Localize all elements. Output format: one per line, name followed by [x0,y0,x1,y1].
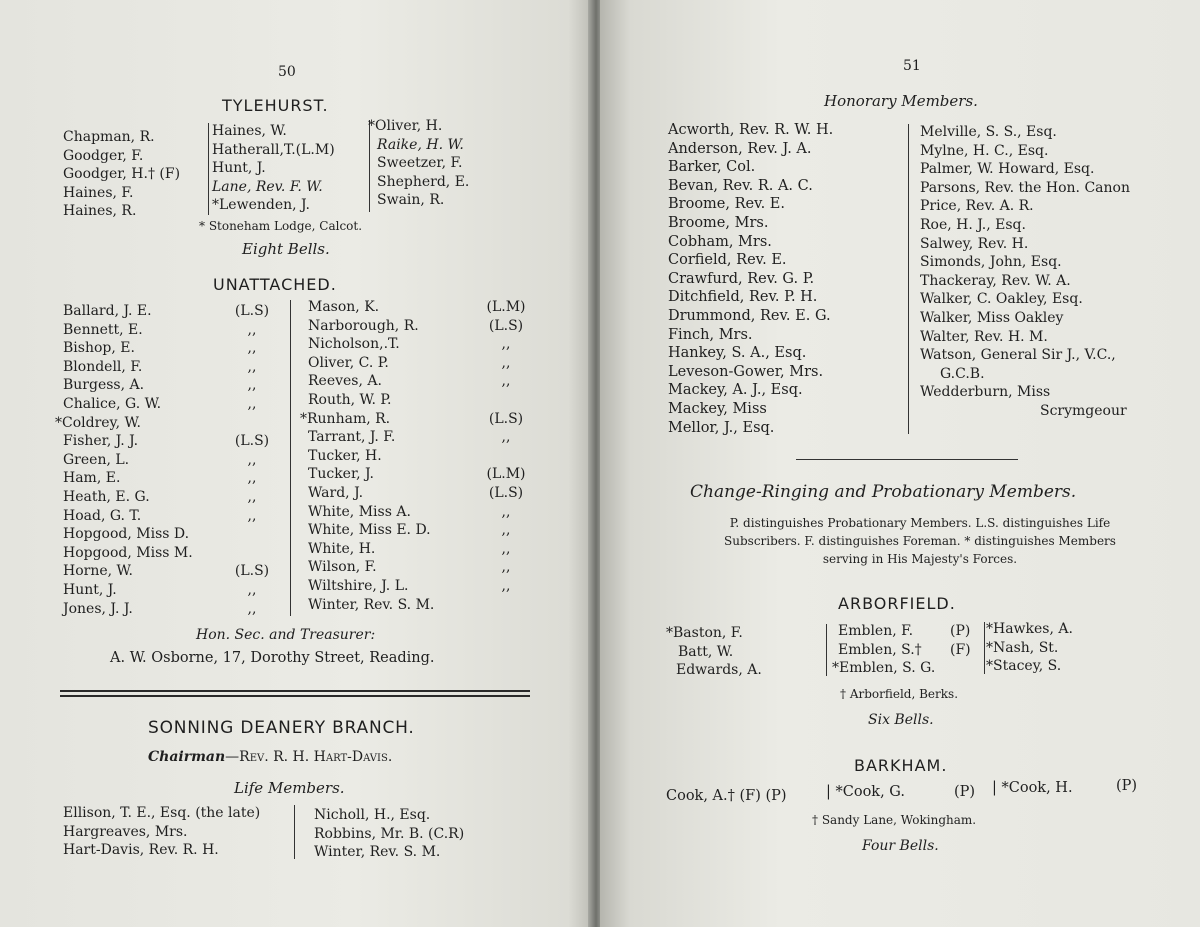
status-mark: (L.M) [486,299,526,315]
arborfield-col2-marks [950,622,971,659]
member-name: Hankey, S. A., Esq. [668,345,807,362]
tylehurst-col1 [63,128,180,221]
member-name: Ward, J. [308,484,364,501]
legend-line: serving in His Majesty's Forces. [822,552,1018,566]
member-name: Hatherall,T.(L.M) [212,141,335,158]
member-name: Roe, H. J., Esq. [920,216,1026,233]
legend-line: Subscribers. F. distinguishes Foreman. * distinguishes Members [724,534,1116,548]
member-name: *Hawkes, A. [986,621,1073,637]
status-mark: ,, [501,373,511,390]
legend-paragraph [640,514,1200,568]
member-name: Hunt, J. [63,581,117,598]
member-name: Winter, Rev. S. M. [308,596,435,613]
status-mark: (L.M) [486,466,526,483]
member-name: Mason, K. [308,299,380,315]
footnote: † Arborfield, Berks. [840,687,959,701]
member-name: Hopgood, Miss M. [63,544,193,561]
member-name: Acworth, Rev. R. W. H. [668,122,834,138]
member-name: Heath, E. G. [63,488,150,505]
member-name: Ditchfield, Rev. P. H. [668,289,818,306]
unattached-heading: UNATTACHED. [213,275,337,294]
right-page [600,0,1200,927]
column-divider [826,624,827,676]
status-mark: ,, [247,395,257,412]
legend-line: P. distinguishes Probationary Members. L.S. distinguishes Life [729,516,1111,530]
honorary-col2 [920,123,1130,421]
member-name: Green, L. [63,451,130,468]
barkham-entry: | *Cook, H. [992,780,1073,796]
member-name: Mackey, A. J., Esq. [668,382,803,399]
member-name: Oliver, C. P. [308,354,389,371]
member-name: Horne, W. [63,563,133,580]
member-name: Wedderburn, Miss [920,384,1051,401]
left-page [0,0,592,927]
status-mark: ,, [501,559,511,576]
member-name: Raike, H. W. [377,136,464,153]
member-name: Haines, R. [63,203,137,220]
member-name: Narborough, R. [308,317,419,334]
secretary-address: A. W. Osborne, 17, Dorothy Street, Reading. [110,650,435,666]
unattached-col2-names [300,298,435,614]
member-name: Simonds, John, Esq. [920,254,1062,271]
status-mark: ,, [501,503,511,520]
status-mark: ,, [501,429,511,446]
status-mark [228,544,276,563]
member-name: Blondell, F. [63,358,143,375]
member-name: *Coldrey, W. [55,414,141,431]
bells-note: Eight Bells. [242,240,330,258]
chairman-name: —Rev. R. H. Hart-Davis. [225,749,393,765]
member-name: *Nash, St. [986,639,1059,656]
status-mark: (F) [950,641,971,658]
sonning-heading: SONNING DEANERY BRANCH. [148,718,415,738]
member-name: Fisher, J. J. [63,433,139,450]
status-mark [478,596,534,615]
column-divider [984,622,985,674]
footnote: † Sandy Lane, Wokingham. [812,813,977,827]
barkham-heading: BARKHAM. [854,756,948,775]
member-name: Lane, Rev. F. W. [212,178,323,195]
member-name: Goodger, H.† (F) [63,166,181,183]
status-mark: ,, [247,488,257,505]
arborfield-col1 [666,624,762,680]
change-ringing-heading: Change-Ringing and Probationary Members. [690,482,1077,502]
member-name: Wilson, F. [308,559,377,576]
member-name: Broome, Mrs. [668,214,769,231]
chairman-label: Chairman [148,749,226,765]
member-name: Walter, Rev. H. M. [920,328,1048,345]
member-name: Swain, R. [377,192,445,209]
status-mark: (L.S) [234,303,270,319]
status-mark [478,391,534,410]
status-mark: ,, [501,540,511,557]
status-mark: ,, [501,354,511,371]
bells-note: Four Bells. [862,838,939,854]
status-mark: ,, [247,507,257,524]
member-name: Drummond, Rev. E. G. [668,307,831,324]
member-name: Routh, W. P. [308,391,392,408]
double-rule [60,690,530,692]
status-mark: (L.S) [488,484,524,501]
member-name: Burgess, A. [63,377,145,394]
honorary-heading: Honorary Members. [824,92,978,110]
life-members-col2 [314,806,464,862]
double-rule [60,695,530,697]
member-name: Winter, Rev. S. M. [314,844,441,861]
status-mark: ,, [247,340,257,357]
member-name: White, Miss E. D. [308,522,431,539]
status-mark: (L.S) [488,410,524,427]
member-name: Haines, F. [63,184,134,201]
member-name: Corfield, Rev. E. [668,252,787,269]
arborfield-heading: ARBORFIELD. [838,594,956,613]
tylehurst-col2 [212,122,335,215]
member-name: Chalice, G. W. [63,395,162,412]
member-name: Ellison, T. E., Esq. (the late) [63,805,261,821]
member-name: Goodger, F. [63,147,144,164]
life-members-col1 [63,804,260,860]
section-rule [796,459,1018,460]
member-name: Sweetzer, F. [377,155,463,172]
column-divider [294,805,295,859]
member-name: Anderson, Rev. J. A. [668,140,812,157]
status-mark: ,, [247,451,257,468]
bells-note: Six Bells. [868,712,934,728]
life-members-heading: Life Members. [234,779,345,797]
member-name: White, Miss A. [308,503,411,520]
member-name: Wiltshire, J. L. [308,577,409,594]
arborfield-col2 [832,622,936,678]
footnote: * Stoneham Lodge, Calcot. [199,219,363,233]
status-mark: (L.S) [488,317,524,334]
member-name: *Cook, H. [1001,780,1073,796]
unattached-col2-marks [478,298,534,614]
member-name: Robbins, Mr. B. (C.R) [314,825,465,842]
member-name: *Emblen, S. G. [832,660,936,677]
status-mark: ,, [247,358,257,375]
member-name: Bevan, Rev. R. A. C. [668,177,813,194]
member-name: Finch, Mrs. [668,326,753,343]
status-mark: ,, [247,321,257,338]
status-mark: ,, [247,600,257,617]
member-name: Edwards, A. [676,662,762,679]
member-name: Walker, C. Oakley, Esq. [920,291,1083,308]
member-name: Leveson-Gower, Mrs. [668,363,824,380]
unattached-col1-marks [228,302,276,618]
member-name: Watson, General Sir J., V.C., [920,347,1116,364]
arborfield-col3 [986,620,1073,676]
member-name: Ham, E. [63,470,121,487]
status-mark: (L.S) [234,433,270,450]
member-name: *Oliver, H. [368,118,443,134]
member-name: Nicholson,.T. [308,336,400,353]
barkham-entry: Cook, A.† (F) (P) [666,788,787,804]
status-mark: (P) [1116,778,1138,794]
member-name: Palmer, W. Howard, Esq. [920,161,1095,178]
member-name: Melville, S. S., Esq. [920,124,1057,140]
member-name: *Baston, F. [666,625,743,641]
member-name: Cobham, Mrs. [668,233,772,250]
column-divider [908,124,909,434]
member-name: Mellor, J., Esq. [668,419,775,436]
member-name: Hunt, J. [212,160,266,177]
member-name: Bennett, E. [63,321,143,338]
member-name: Reeves, A. [308,373,382,390]
member-name: G.C.B. [940,365,985,382]
barkham-entry: | *Cook, G. [826,784,905,800]
member-name: Parsons, Rev. the Hon. Canon [920,179,1130,196]
tylehurst-heading: TYLEHURST. [222,96,329,115]
member-name: Tarrant, J. F. [308,429,396,446]
status-mark: (L.S) [234,563,270,580]
member-name: Haines, W. [212,123,287,139]
status-mark: ,, [501,577,511,594]
member-name: Bishop, E. [63,340,135,357]
member-name: Crawfurd, Rev. G. P. [668,270,815,287]
member-name: *Runham, R. [300,410,391,427]
member-name: Hopgood, Miss D. [63,526,190,543]
member-name: Broome, Rev. E. [668,196,785,213]
status-mark: ,, [247,581,257,598]
member-name: Walker, Miss Oakley [920,309,1064,326]
secretary-label: Hon. Sec. and Treasurer: [196,627,376,643]
status-mark: ,, [501,522,511,539]
status-mark: (P) [954,784,976,800]
member-name: Ballard, J. E. [63,303,152,319]
member-name: Tucker, H. [308,447,382,464]
status-mark [228,525,276,544]
honorary-col1 [668,121,833,437]
column-divider [290,300,291,616]
member-name: Tucker, J. [308,466,374,483]
tylehurst-col3 [368,117,469,210]
member-name: Barker, Col. [668,159,756,176]
status-mark: ,, [247,470,257,487]
member-name: Shepherd, E. [377,173,470,190]
member-name: White, H. [308,540,376,557]
member-name: Hart-Davis, Rev. R. H. [63,842,219,859]
member-name: Mylne, H. C., Esq. [920,142,1049,159]
member-name: Hargreaves, Mrs. [63,823,188,840]
member-name: Hoad, G. T. [63,507,142,524]
member-name: *Cook, G. [835,784,905,800]
member-name: Emblen, F. [838,623,914,639]
member-name: Price, Rev. A. R. [920,198,1034,215]
status-mark: (P) [950,623,971,639]
page-number: 51 [903,58,921,74]
member-name: Mackey, Miss [668,400,767,417]
member-name: Emblen, S.† [838,641,922,658]
column-divider [208,123,209,215]
member-name: Scrymgeour [1040,402,1127,419]
member-name: Nicholl, H., Esq. [314,807,431,823]
unattached-col1-names [55,302,193,618]
status-mark: ,, [501,336,511,353]
member-name: Chapman, R. [63,129,155,145]
member-name: Thackeray, Rev. W. A. [920,272,1071,289]
status-mark [478,447,534,466]
member-name: *Lewenden, J. [212,197,311,214]
page-number: 50 [278,64,296,80]
status-mark [228,414,276,433]
member-name: Jones, J. J. [63,600,133,617]
member-name: *Stacey, S. [986,658,1062,675]
chairman-line [148,749,392,765]
member-name: Batt, W. [678,643,734,660]
member-name: Salwey, Rev. H. [920,235,1029,252]
status-mark: ,, [247,377,257,394]
